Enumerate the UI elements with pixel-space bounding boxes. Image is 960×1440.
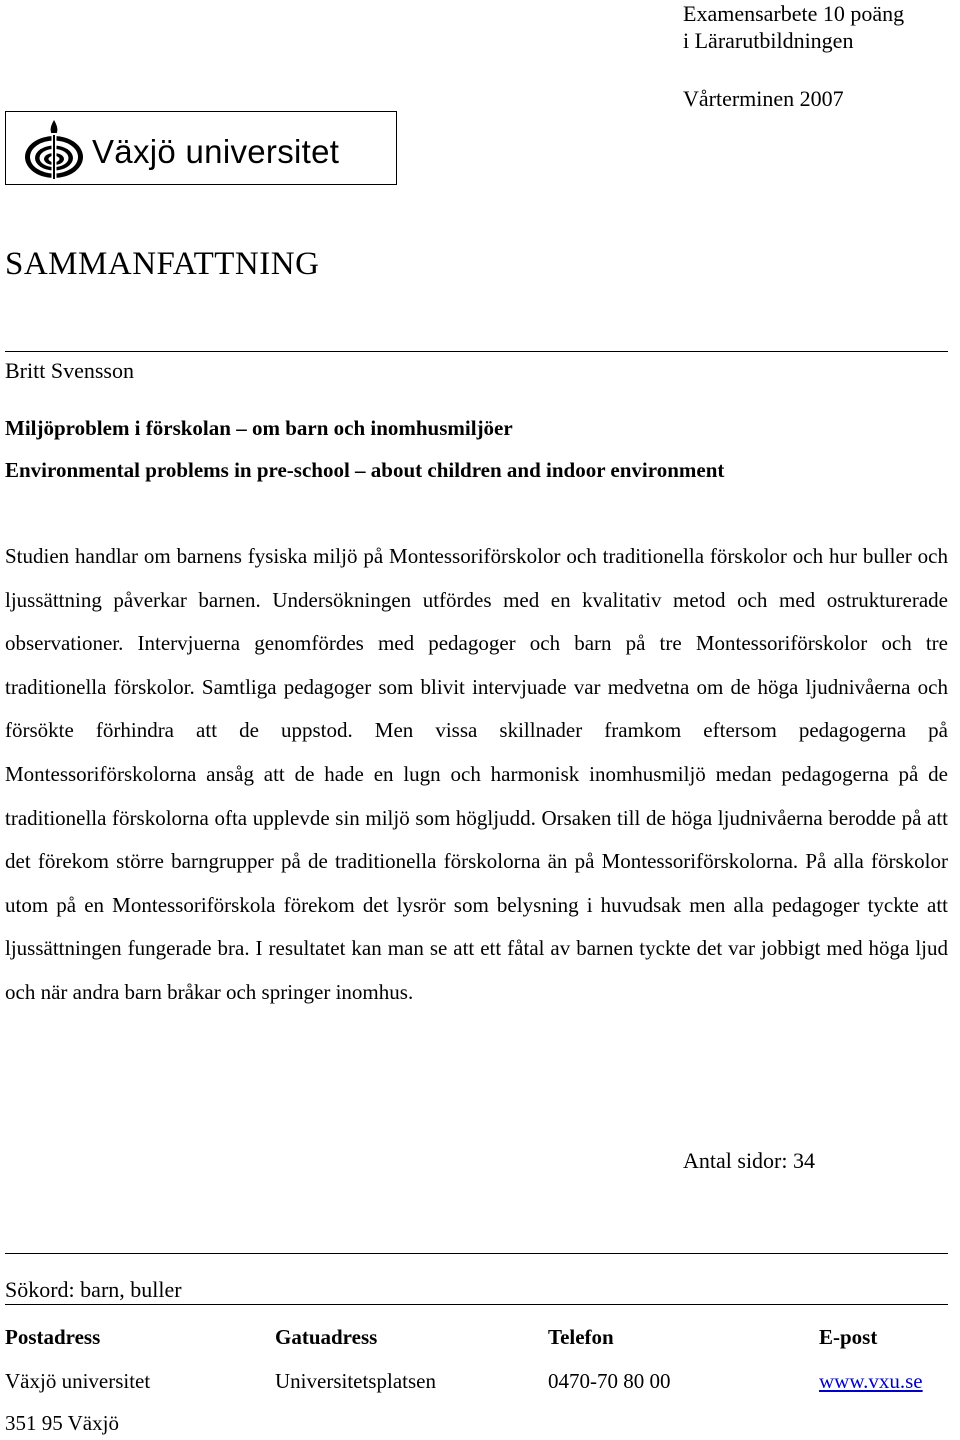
- abstract-text: Studien handlar om barnens fysiska miljö på Montessoriförskolor och traditionella förskolor och hur buller och ljussättning påverkar barnen. Undersökningen utfördes med en kvalitativ metod och med ostrukturerade observationer. Intervjuerna genomfördes med pedagoger och barn på tre Montessoriförskolor och tre traditionella förskolor. Samtliga pedagoger som blivit intervjuade var medvetna om de höga ljudnivåerna och försökte förhindra att de uppstod. Men vissa skillnader framkom eftersom pedagogerna på Montessoriförskolorna ansåg att de hade en lugn och harmonisk inomhusmiljö medan pedagogerna på de traditionella förskolorna ofta upplevde sin miljö som högljudd. Orsaken till de höga ljudnivåerna berodde på att det förekom större barngrupper på de traditionella förskolorna än på Montessoriförskolorna. På alla förskolor utom på en Montessoriförskola förekom det lysrör som belysning i huvudsak men alla pedagoger tyckte att ljussättningen fungerade bra. I resultatet kan man se att ett fåtal av barnen tyckte det var jobbigt med höga ljud och när andra barn bråkar och springer inomhus.: [5, 544, 948, 1004]
- phone-number: 0470-70 80 00: [548, 1369, 671, 1393]
- divider: [5, 351, 948, 352]
- column-header-email: E-post: [819, 1325, 878, 1349]
- vaxjo-university-emblem-icon: [22, 119, 86, 181]
- page-count: Antal sidor: 34: [683, 1148, 815, 1173]
- postal-address-line1: Växjö universitet: [5, 1369, 151, 1393]
- column-header-phone: Telefon: [548, 1325, 614, 1349]
- exam-type-line: Examensarbete 10 poäng: [683, 1, 905, 26]
- website-link[interactable]: www.vxu.se: [819, 1369, 923, 1393]
- column-header-street: Gatuadress: [275, 1325, 378, 1349]
- university-logo: [5, 111, 397, 185]
- keywords: Sökord: barn, buller: [5, 1277, 182, 1302]
- divider: [5, 1304, 948, 1305]
- column-header-postal: Postadress: [5, 1325, 101, 1349]
- street-address: Universitetsplatsen: [275, 1369, 436, 1393]
- term-line: Vårterminen 2007: [683, 86, 844, 111]
- author-name: Britt Svensson: [5, 358, 134, 383]
- postal-address-line2: 351 95 Växjö: [5, 1411, 119, 1435]
- page-title: SAMMANFATTNING: [5, 246, 320, 282]
- program-line: i Lärarutbildningen: [683, 28, 854, 53]
- thesis-title-english: Environmental problems in pre-school – about children and indoor environment: [5, 458, 725, 482]
- divider: [5, 1253, 948, 1254]
- thesis-title-swedish: Miljöproblem i förskolan – om barn och inomhusmiljöer: [5, 416, 513, 440]
- university-name: Växjö universitet: [92, 133, 340, 170]
